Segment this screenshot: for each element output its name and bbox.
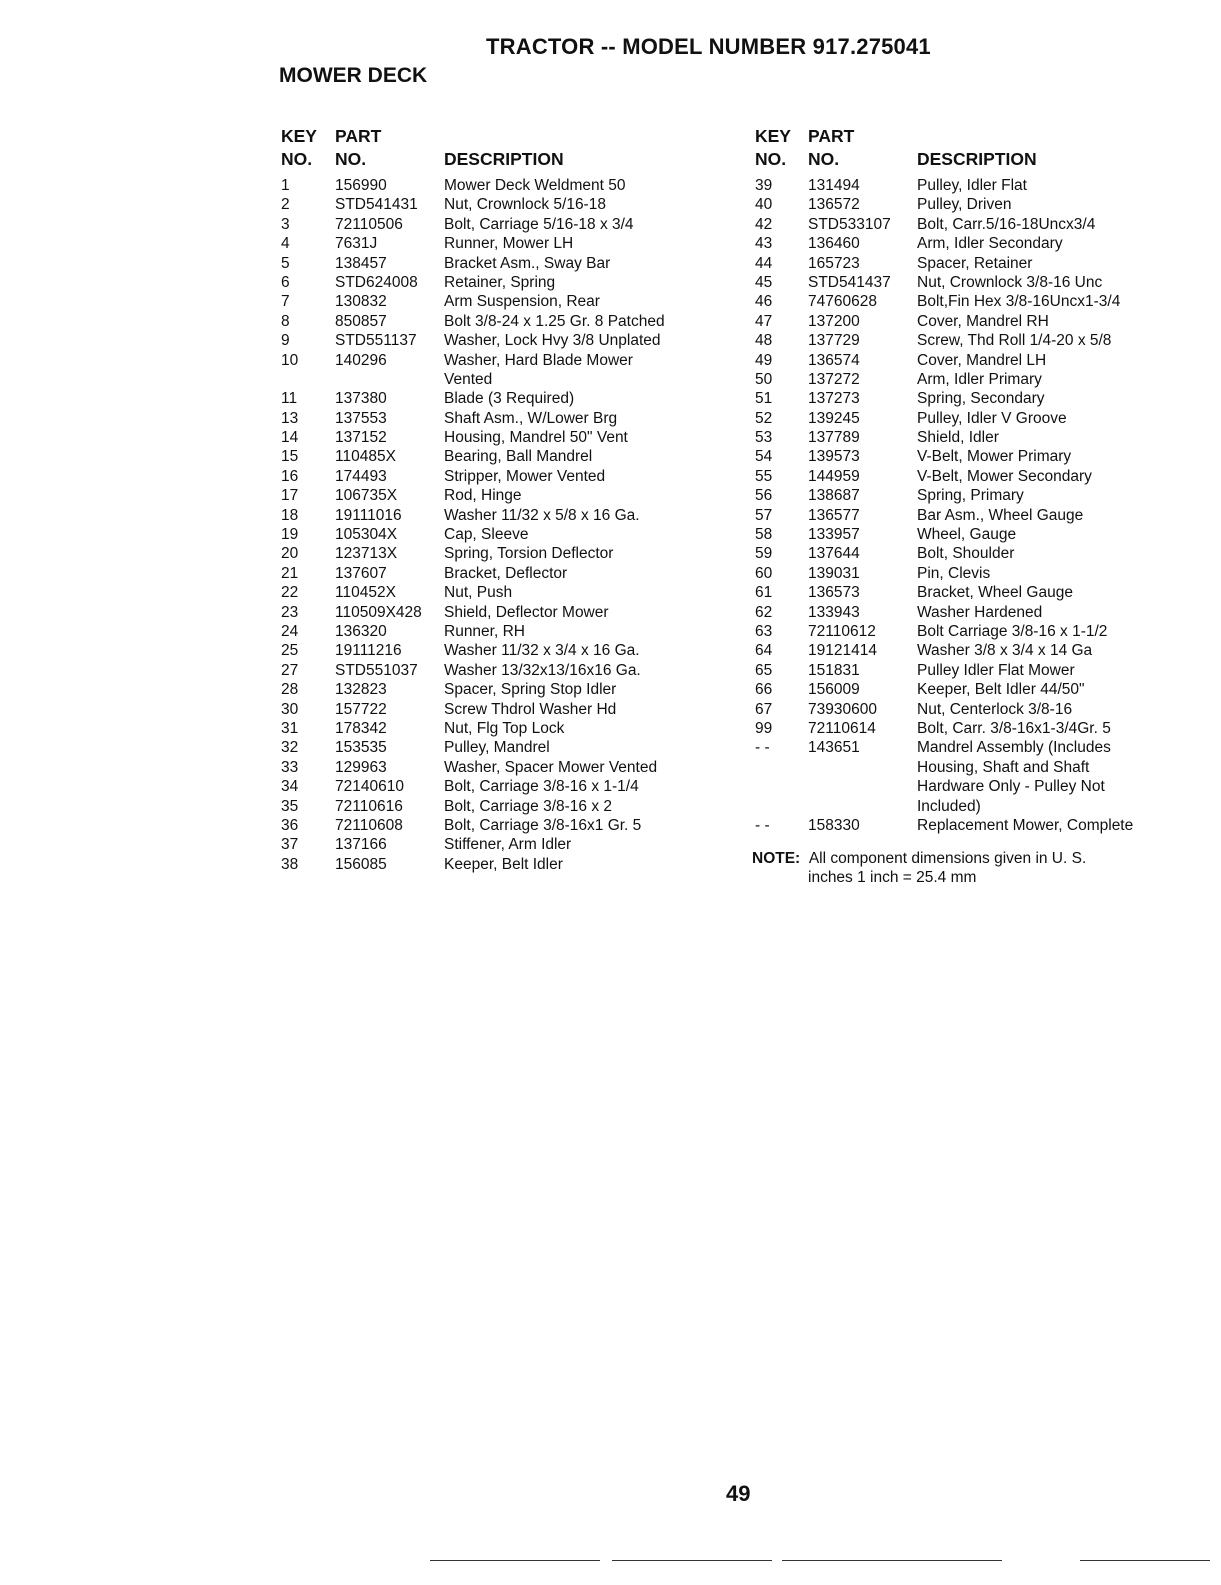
key-number: 33	[281, 758, 299, 776]
page-number: 49	[726, 1481, 751, 1506]
part-row	[755, 254, 1175, 273]
part-description: Bolt, Carriage 3/8-16 x 1-1/4	[444, 778, 639, 796]
part-description: Nut, Centerlock 3/8-16	[917, 700, 1073, 718]
part-number: STD541437	[808, 273, 891, 291]
part-number: 136572	[808, 196, 860, 214]
part-number: 130832	[335, 293, 387, 311]
part-description: Bracket, Wheel Gauge	[917, 584, 1073, 602]
key-number: 17	[281, 487, 299, 505]
part-row	[755, 777, 1175, 796]
part-row	[755, 447, 1175, 466]
part-header-line1: PART	[335, 126, 382, 146]
part-description: Bearing, Ball Mandrel	[444, 448, 593, 466]
section-title: MOWER DECK	[279, 64, 428, 87]
part-number: STD551037	[335, 661, 418, 679]
part-number: 140296	[335, 351, 387, 369]
key-number: 22	[281, 584, 299, 602]
part-number: 158330	[808, 816, 860, 834]
key-number: 14	[281, 429, 299, 447]
key-number: 61	[755, 584, 773, 602]
part-number: 110452X	[335, 584, 396, 602]
key-header-line2: NO.	[755, 149, 787, 169]
part-row	[755, 195, 1175, 214]
part-description: Housing, Shaft and Shaft	[917, 758, 1090, 776]
part-description: Shield, Deflector Mower	[444, 603, 609, 621]
part-row	[755, 525, 1175, 544]
part-header-line2: NO.	[335, 149, 367, 169]
part-row	[755, 176, 1175, 195]
part-number: 137272	[808, 370, 860, 388]
part-number: 137729	[808, 332, 860, 350]
part-header-line1: PART	[808, 126, 855, 146]
part-number: 136320	[335, 622, 387, 640]
part-description: Bolt, Carriage 5/16-18 x 3/4	[444, 215, 634, 233]
part-description: Spring, Secondary	[917, 390, 1045, 408]
key-number: 64	[755, 642, 773, 660]
part-description: Pulley Idler Flat Mower	[917, 661, 1075, 679]
part-row	[281, 777, 721, 796]
part-row	[755, 215, 1175, 234]
part-number: 143651	[808, 739, 860, 757]
part-description: Keeper, Belt Idler 44/50"	[917, 681, 1085, 699]
key-number: 5	[281, 254, 290, 272]
key-number: 32	[281, 739, 299, 757]
part-number: 136573	[808, 584, 860, 602]
part-description: Rod, Hinge	[444, 487, 522, 505]
part-description: Bolt, Carr. 3/8-16x1-3/4Gr. 5	[917, 719, 1111, 737]
part-row	[281, 719, 721, 738]
part-row	[281, 273, 721, 292]
bottom-rule	[612, 1560, 772, 1561]
part-description: Retainer, Spring	[444, 273, 556, 291]
key-number: 54	[755, 448, 773, 466]
key-number: 16	[281, 467, 299, 485]
key-number: 7	[281, 293, 290, 311]
key-number: 1	[281, 177, 290, 194]
part-description: Mandrel Assembly (Includes	[917, 739, 1111, 757]
part-description: Bar Asm., Wheel Gauge	[917, 506, 1084, 524]
part-number: 19111016	[335, 506, 402, 524]
part-description: Bracket Asm., Sway Bar	[444, 254, 611, 272]
part-number: STD541431	[335, 196, 418, 214]
part-row	[281, 254, 721, 273]
part-row	[281, 351, 721, 370]
part-description: Arm Suspension, Rear	[444, 293, 600, 311]
part-description: Washer, Hard Blade Mower	[444, 351, 633, 369]
part-number: 151831	[808, 661, 860, 679]
key-number: 52	[755, 409, 773, 427]
part-number: 136577	[808, 506, 860, 524]
part-row	[755, 758, 1175, 777]
part-number: STD624008	[335, 273, 418, 291]
part-row	[281, 525, 721, 544]
part-row	[755, 409, 1175, 428]
part-description: Included)	[917, 797, 981, 815]
part-description: Pulley, Driven	[917, 196, 1012, 214]
part-row	[281, 622, 721, 641]
part-row	[281, 738, 721, 757]
part-row	[755, 564, 1175, 583]
part-description: Bolt, Carriage 3/8-16x1 Gr. 5	[444, 816, 642, 834]
key-number: 49	[755, 351, 773, 369]
key-number: 21	[281, 564, 299, 582]
part-number: 157722	[335, 700, 387, 718]
key-number: 40	[755, 196, 773, 214]
key-number: 11	[281, 390, 298, 408]
note-label: NOTE:	[752, 850, 801, 867]
part-number: 136460	[808, 235, 860, 253]
key-number: 13	[281, 409, 299, 427]
part-number: 156009	[808, 681, 860, 699]
part-number: STD533107	[808, 215, 891, 233]
part-description: Washer 13/32x13/16x16 Ga.	[444, 661, 641, 679]
part-row	[281, 215, 721, 234]
part-description: Washer Hardened	[917, 603, 1043, 621]
part-row	[281, 370, 721, 389]
part-number: 137553	[335, 409, 387, 427]
key-number: 44	[755, 254, 773, 272]
part-header-line2: NO.	[808, 149, 840, 169]
key-number: 10	[281, 351, 299, 369]
part-number: 138457	[335, 254, 387, 272]
part-description: Pulley, Idler Flat	[917, 177, 1027, 194]
part-number: 72140610	[335, 778, 404, 796]
key-number: 62	[755, 603, 773, 621]
part-number: 165723	[808, 254, 860, 272]
part-description: Cover, Mandrel RH	[917, 312, 1049, 330]
key-number: 27	[281, 661, 299, 679]
key-number: 18	[281, 506, 299, 524]
part-number: 137200	[808, 312, 860, 330]
part-row	[755, 312, 1175, 331]
part-number: 137273	[808, 390, 860, 408]
part-number: 133957	[808, 526, 860, 544]
part-row	[755, 719, 1175, 738]
part-row	[281, 234, 721, 253]
part-number: 110509X428	[335, 603, 422, 621]
part-row	[281, 641, 721, 660]
parts-rows-left	[281, 176, 721, 874]
key-number: - -	[755, 816, 770, 834]
part-description: Nut, Flg Top Lock	[444, 719, 565, 737]
key-number: 67	[755, 700, 773, 718]
part-row	[281, 544, 721, 563]
part-number: 139573	[808, 448, 860, 466]
key-number: 30	[281, 700, 299, 718]
key-number: - -	[755, 739, 770, 757]
part-row	[281, 506, 721, 525]
part-number: 137152	[335, 429, 387, 447]
part-row	[281, 603, 721, 622]
part-number: 105304X	[335, 526, 398, 544]
part-row	[281, 447, 721, 466]
key-number: 57	[755, 506, 773, 524]
part-description: Stripper, Mower Vented	[444, 467, 606, 485]
part-number: STD551137	[335, 332, 417, 350]
part-row	[755, 738, 1175, 757]
key-number: 63	[755, 622, 773, 640]
part-description: Hardware Only - Pulley Not	[917, 778, 1105, 796]
part-row	[755, 389, 1175, 408]
part-row	[755, 370, 1175, 389]
key-number: 6	[281, 273, 290, 291]
key-number: 51	[755, 390, 773, 408]
part-number: 72110616	[335, 797, 403, 815]
key-number: 31	[281, 719, 299, 737]
part-row	[281, 292, 721, 311]
part-number: 123713X	[335, 545, 398, 563]
part-row	[755, 467, 1175, 486]
part-row	[755, 351, 1175, 370]
part-row	[755, 680, 1175, 699]
key-number: 35	[281, 797, 299, 815]
part-description: V-Belt, Mower Primary	[917, 448, 1072, 466]
part-number: 138687	[808, 487, 860, 505]
part-number: 19111216	[335, 642, 402, 660]
part-number: 132823	[335, 681, 387, 699]
document-title: TRACTOR -- MODEL NUMBER 917.275041	[486, 34, 931, 59]
key-number: 24	[281, 622, 299, 640]
part-row	[755, 641, 1175, 660]
part-description: Pin, Clevis	[917, 564, 991, 582]
key-number: 25	[281, 642, 299, 660]
part-number: 153535	[335, 739, 387, 757]
part-description: V-Belt, Mower Secondary	[917, 467, 1092, 485]
part-row	[281, 176, 721, 195]
key-number: 55	[755, 467, 773, 485]
part-description: Cover, Mandrel LH	[917, 351, 1047, 369]
key-number: 65	[755, 661, 773, 679]
part-description: Cap, Sleeve	[444, 526, 529, 544]
key-number: 46	[755, 293, 773, 311]
part-number: 73930600	[808, 700, 877, 718]
part-number: 106735X	[335, 487, 398, 505]
part-number: 137644	[808, 545, 860, 563]
part-row	[281, 855, 721, 874]
key-number: 59	[755, 545, 773, 563]
part-description: Arm, Idler Secondary	[917, 235, 1063, 253]
column-headers-left	[281, 126, 721, 172]
part-number: 850857	[335, 312, 387, 330]
key-number: 4	[281, 235, 290, 253]
key-number: 42	[755, 215, 773, 233]
part-row	[281, 486, 721, 505]
part-description: Shield, Idler	[917, 429, 999, 447]
part-description: Washer 11/32 x 5/8 x 16 Ga.	[444, 506, 640, 524]
parts-list-left	[281, 126, 721, 874]
part-row	[281, 428, 721, 447]
key-number: 20	[281, 545, 299, 563]
part-description: Keeper, Belt Idler	[444, 855, 563, 873]
part-row	[281, 680, 721, 699]
part-number: 137380	[335, 390, 387, 408]
part-description: Bolt, Carriage 3/8-16 x 2	[444, 797, 613, 815]
description-header: DESCRIPTION	[917, 149, 1037, 169]
part-description: Bracket, Deflector	[444, 564, 568, 582]
part-row	[281, 758, 721, 777]
part-number: 156085	[335, 855, 387, 873]
key-number: 99	[755, 719, 773, 737]
part-number: 139245	[808, 409, 860, 427]
part-description: Nut, Push	[444, 584, 513, 602]
part-number: 137607	[335, 564, 387, 582]
part-description: Screw, Thd Roll 1/4-20 x 5/8	[917, 332, 1112, 350]
part-description: Vented	[444, 370, 493, 388]
part-description: Pulley, Mandrel	[444, 739, 550, 757]
part-description: Blade (3 Required)	[444, 390, 575, 408]
part-row	[755, 273, 1175, 292]
key-number: 47	[755, 312, 773, 330]
bottom-rule	[430, 1560, 600, 1561]
part-row	[281, 583, 721, 602]
key-number: 53	[755, 429, 773, 447]
part-number: 19121414	[808, 642, 877, 660]
part-description: Washer 11/32 x 3/4 x 16 Ga.	[444, 642, 640, 660]
part-row	[281, 467, 721, 486]
key-number: 50	[755, 370, 773, 388]
part-description: Washer, Spacer Mower Vented	[444, 758, 658, 776]
key-number: 58	[755, 526, 773, 544]
part-description: Replacement Mower, Complete	[917, 816, 1134, 834]
part-description: Bolt Carriage 3/8-16 x 1-1/2	[917, 622, 1108, 640]
key-number: 56	[755, 487, 773, 505]
part-row	[281, 816, 721, 835]
part-description: Bolt 3/8-24 x 1.25 Gr. 8 Patched	[444, 312, 665, 330]
note-line-1: All component dimensions given in U. S.	[808, 850, 1087, 867]
part-description: Nut, Crownlock 5/16-18	[444, 196, 606, 214]
part-row	[755, 661, 1175, 680]
part-row	[281, 389, 721, 408]
part-row	[281, 661, 721, 680]
part-row	[281, 564, 721, 583]
part-number: 136574	[808, 351, 860, 369]
part-row	[755, 331, 1175, 350]
part-number: 72110614	[808, 719, 876, 737]
key-number: 36	[281, 816, 299, 834]
part-number: 7631J	[335, 235, 378, 253]
part-number: 72110506	[335, 215, 403, 233]
key-number: 34	[281, 778, 299, 796]
part-row	[755, 544, 1175, 563]
part-description: Screw Thdrol Washer Hd	[444, 700, 617, 718]
part-row	[755, 603, 1175, 622]
part-description: Washer 3/8 x 3/4 x 14 Ga	[917, 642, 1093, 660]
key-number: 28	[281, 681, 299, 699]
part-number: 110485X	[335, 448, 396, 466]
part-description: Bolt, Shoulder	[917, 545, 1015, 563]
key-header-line2: NO.	[281, 149, 313, 169]
part-row	[755, 428, 1175, 447]
part-description: Spring, Torsion Deflector	[444, 545, 614, 563]
part-description: Stiffener, Arm Idler	[444, 836, 572, 854]
key-number: 66	[755, 681, 773, 699]
part-description: Bolt,Fin Hex 3/8-16Uncx1-3/4	[917, 293, 1121, 311]
key-number: 45	[755, 273, 773, 291]
part-description: Runner, RH	[444, 622, 525, 640]
description-header: DESCRIPTION	[444, 149, 564, 169]
part-row	[281, 195, 721, 214]
part-row	[755, 486, 1175, 505]
part-row	[281, 312, 721, 331]
part-description: Spacer, Retainer	[917, 254, 1033, 272]
part-number: 178342	[335, 719, 387, 737]
part-number: 133943	[808, 603, 860, 621]
part-description: Housing, Mandrel 50" Vent	[444, 429, 628, 447]
part-row	[755, 234, 1175, 253]
part-number: 131494	[808, 177, 860, 194]
part-number: 144959	[808, 467, 860, 485]
part-description: Washer, Lock Hvy 3/8 Unplated	[444, 332, 661, 350]
key-number: 8	[281, 312, 290, 330]
part-number: 174493	[335, 467, 387, 485]
key-number: 3	[281, 215, 290, 233]
part-row	[755, 292, 1175, 311]
key-number: 37	[281, 836, 299, 854]
part-number: 137789	[808, 429, 860, 447]
part-row	[755, 700, 1175, 719]
key-number: 43	[755, 235, 773, 253]
part-number: 74760628	[808, 293, 877, 311]
part-row	[755, 816, 1175, 835]
part-description: Bolt, Carr.5/16-18Uncx3/4	[917, 215, 1096, 233]
part-description: Runner, Mower LH	[444, 235, 574, 253]
dimensions-note	[752, 849, 1086, 888]
part-row	[281, 797, 721, 816]
part-row	[281, 331, 721, 350]
part-description: Mower Deck Weldment 50	[444, 177, 626, 194]
part-number: 137166	[335, 836, 387, 854]
part-number: 156990	[335, 177, 387, 194]
key-number: 60	[755, 564, 773, 582]
parts-list-right	[755, 126, 1175, 835]
part-row	[281, 700, 721, 719]
part-row	[755, 622, 1175, 641]
key-number: 48	[755, 332, 773, 350]
part-row	[755, 583, 1175, 602]
part-number: 72110608	[335, 816, 403, 834]
part-number: 129963	[335, 758, 387, 776]
key-number: 15	[281, 448, 299, 466]
part-row	[755, 506, 1175, 525]
part-description: Pulley, Idler V Groove	[917, 409, 1067, 427]
part-description: Arm, Idler Primary	[917, 370, 1042, 388]
part-row	[281, 409, 721, 428]
bottom-rule	[782, 1560, 1002, 1561]
part-description: Wheel, Gauge	[917, 526, 1017, 544]
key-number: 9	[281, 332, 290, 350]
key-header-line1: KEY	[755, 126, 791, 146]
part-row	[755, 797, 1175, 816]
part-description: Nut, Crownlock 3/8-16 Unc	[917, 273, 1103, 291]
key-number: 39	[755, 177, 773, 194]
column-headers-right	[755, 126, 1175, 172]
key-number: 19	[281, 526, 299, 544]
key-header-line1: KEY	[281, 126, 317, 146]
key-number: 38	[281, 855, 299, 873]
note-line-2: inches 1 inch = 25.4 mm	[808, 869, 977, 887]
part-number: 139031	[808, 564, 860, 582]
key-number: 2	[281, 196, 290, 214]
part-number: 72110612	[808, 622, 876, 640]
part-row	[281, 835, 721, 854]
parts-rows-right	[755, 176, 1175, 835]
part-description: Spacer, Spring Stop Idler	[444, 681, 617, 699]
part-description: Spring, Primary	[917, 487, 1024, 505]
bottom-rule	[1080, 1560, 1210, 1561]
part-description: Shaft Asm., W/Lower Brg	[444, 409, 618, 427]
key-number: 23	[281, 603, 299, 621]
